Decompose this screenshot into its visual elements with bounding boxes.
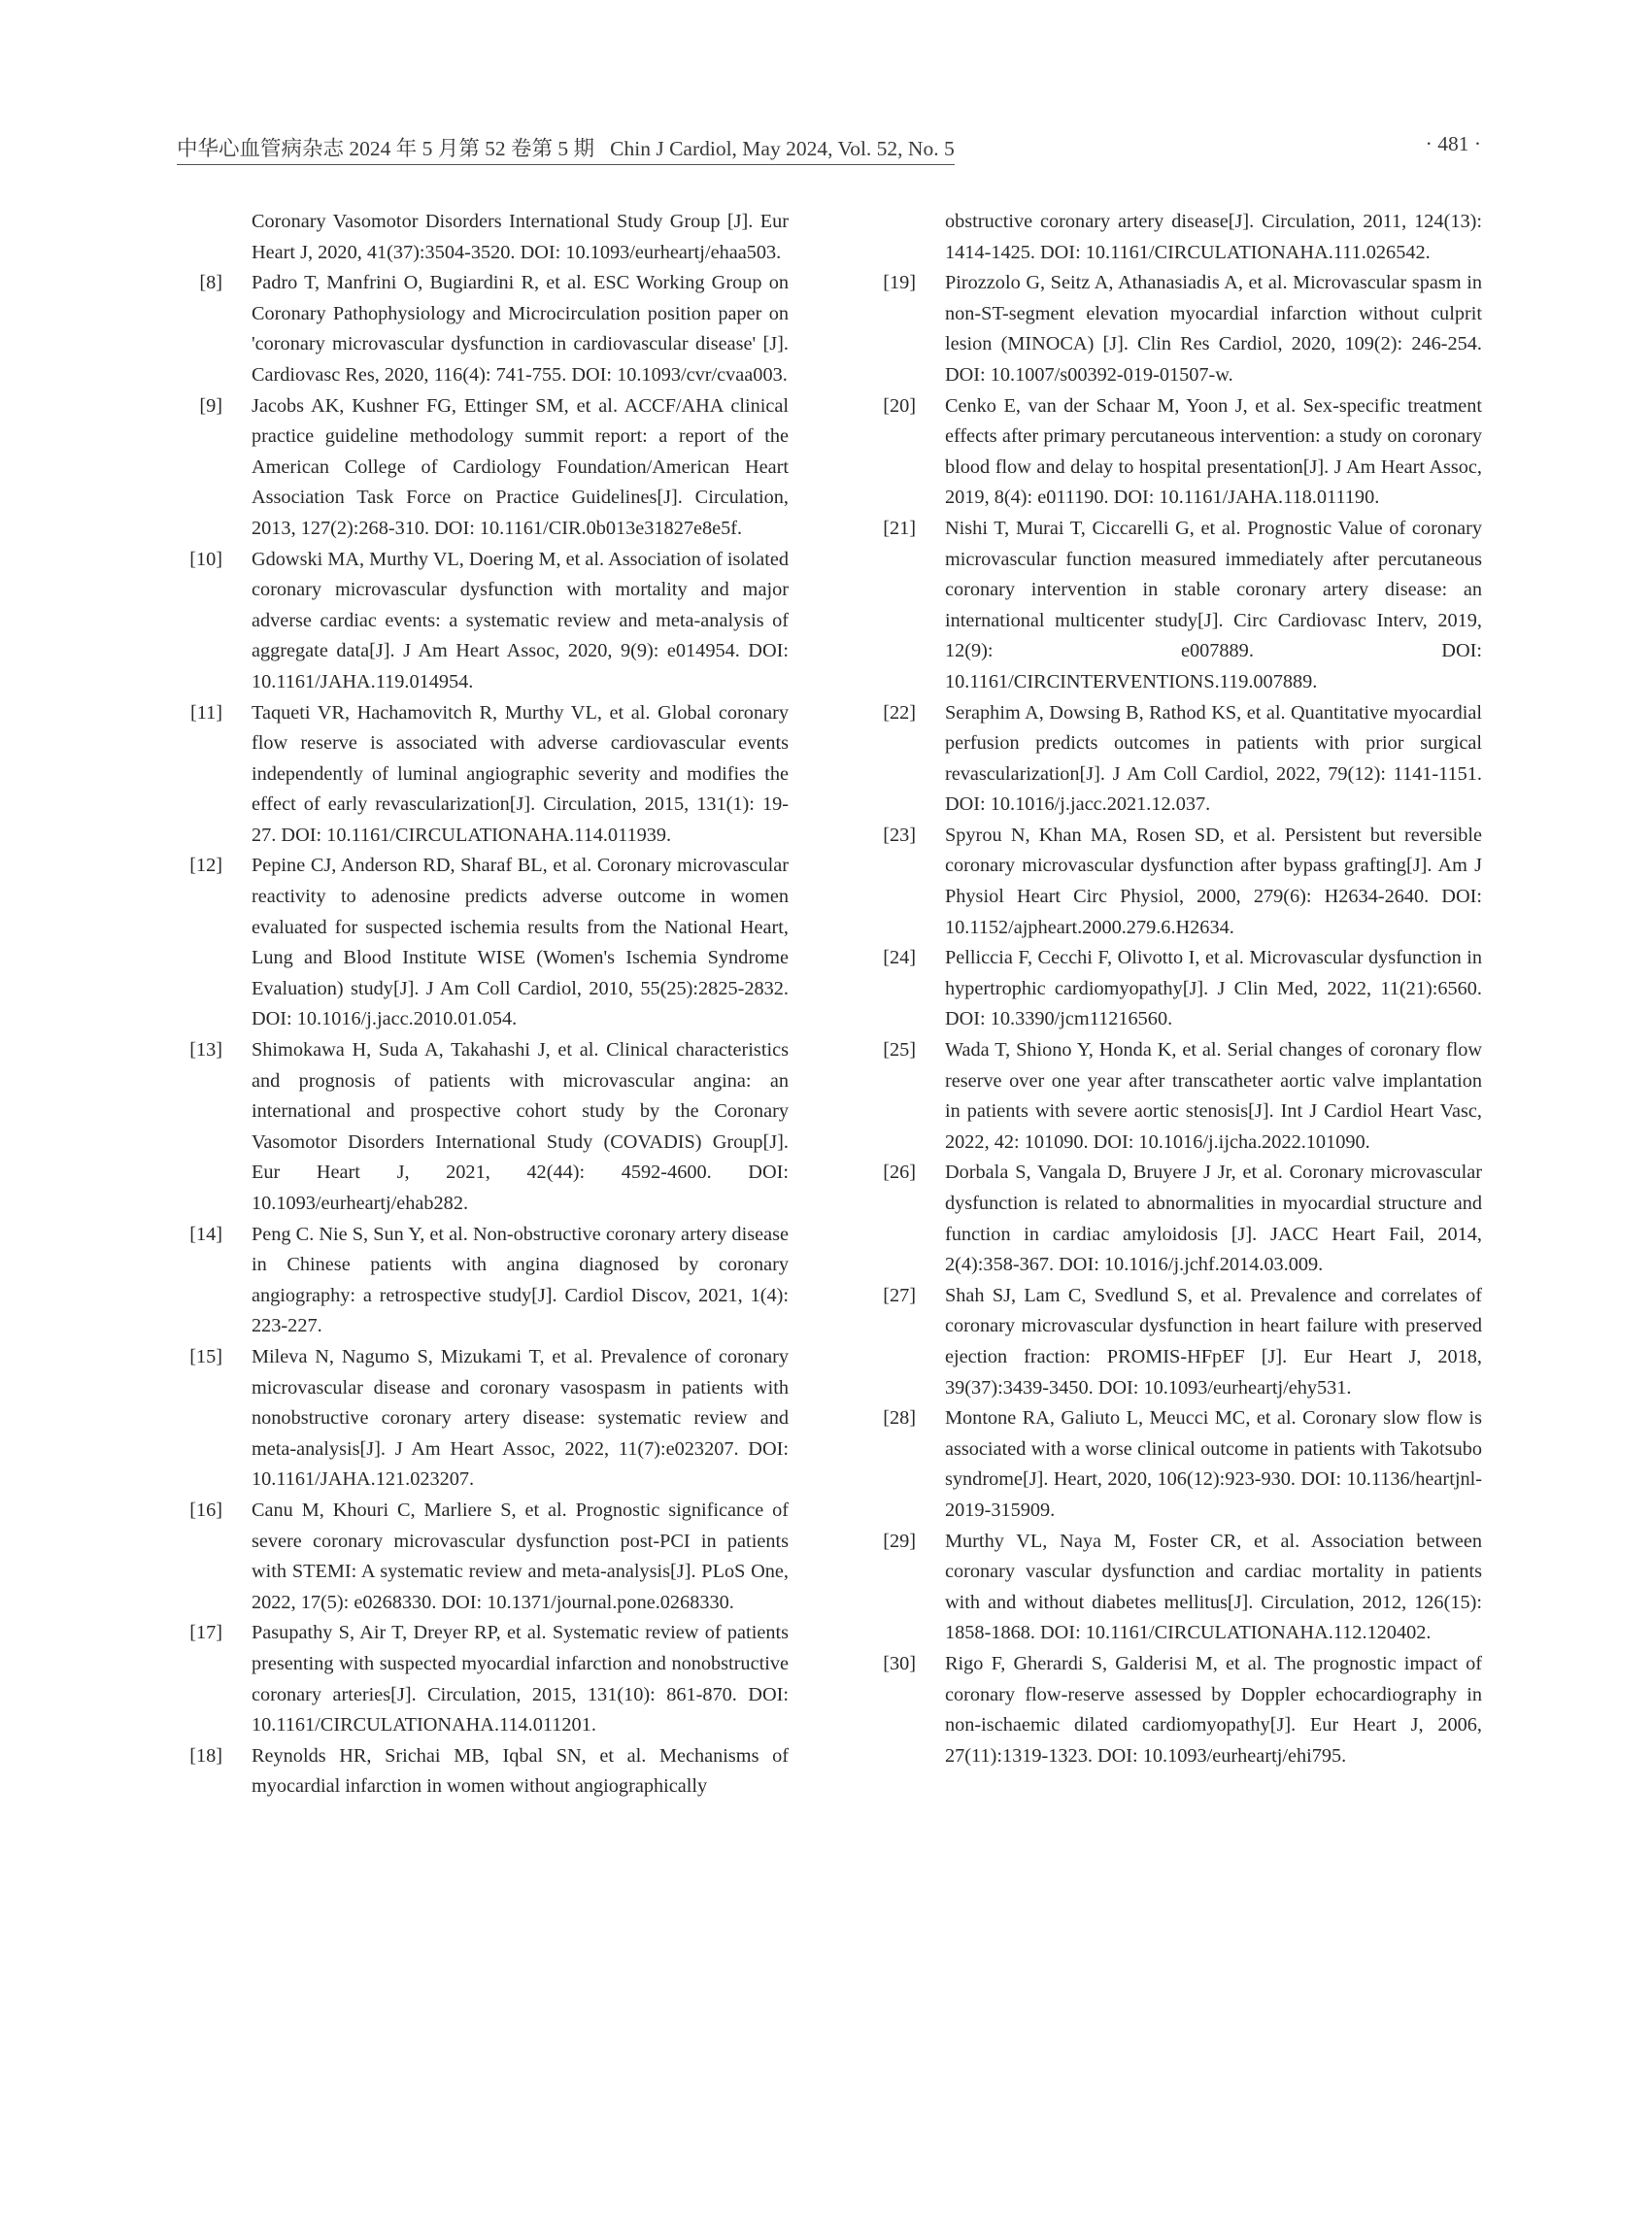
reference-item — [870, 514, 1482, 698]
reference-text: Murthy VL, Naya M, Foster CR, et al. Association between coronary vascular dysfunction and cardiac mortality in patients with and without diabetes mellitus[J]. Circulation, 2012, 126(15): 1858-1868. DOI: 10.1161/CIRCULATIONAHA.112.120402. — [945, 1530, 1482, 1644]
reference-item — [177, 1618, 789, 1740]
reference-item — [870, 1649, 1482, 1771]
reference-number: [15] — [189, 1345, 222, 1367]
reference-number: [17] — [189, 1622, 222, 1644]
reference-number: [22] — [883, 701, 916, 724]
reference-column-right — [870, 207, 1482, 1771]
reference-number: [24] — [883, 947, 916, 969]
reference-item — [177, 851, 789, 1035]
reference-number: [11] — [189, 701, 222, 724]
reference-number: [18] — [189, 1744, 222, 1767]
reference-item — [177, 1342, 789, 1496]
reference-text: Gdowski MA, Murthy VL, Doering M, et al. Association of isolated coronary microvascular dysfunction with mortality and major adverse cardiac events: a systematic review and meta-analysis of aggregate data[J]. J Am Heart Assoc, 2020, 9(9): e014954. DOI: 10.1161/JAHA.119.014954. — [252, 548, 789, 692]
reference-item — [870, 268, 1482, 390]
reference-item — [177, 1035, 789, 1220]
reference-text: Shah SJ, Lam C, Svedlund S, et al. Prevalence and correlates of coronary microvascular dysfunction in heart failure with preserved ejection fraction: PROMIS-HFpEF [J]. Eur Heart J, 2018, 39(37):3439-3450. DOI: 10.1093/eurheartj/ehy531. — [945, 1284, 1482, 1399]
reference-number: [29] — [883, 1530, 916, 1552]
reference-text: Montone RA, Galiuto L, Meucci MC, et al. Coronary slow flow is associated with a worse clinical outcome in patients with Takotsubo syndrome[J]. Heart, 2020, 106(12):923-930. DOI: 10.1136/heartjnl-2019-315909. — [945, 1407, 1482, 1521]
reference-number: [25] — [883, 1039, 916, 1062]
reference-text: Padro T, Manfrini O, Bugiardini R, et al. ESC Working Group on Coronary Pathophysiology and Microcirculation position paper on 'coronary microvascular dysfunction in cardiovascular disease' [J]. Cardiovasc Res, 2020, 116(4): 741-755. DOI: 10.1093/cvr/cvaa003. — [252, 272, 789, 386]
reference-item — [870, 943, 1482, 1035]
reference-number: [9] — [199, 394, 222, 417]
reference-text: Dorbala S, Vangala D, Bruyere J Jr, et al. Coronary microvascular dysfunction is related to abnormalities in myocardial structure and function in cardiac amyloidosis [J]. JACC Heart Fail, 2014, 2(4):358-367. DOI: 10.1016/j.jchf.2014.03.009. — [945, 1162, 1482, 1276]
reference-text: Reynolds HR, Srichai MB, Iqbal SN, et al. Mechanisms of myocardial infarction in women without angiographically — [252, 1744, 789, 1798]
reference-text: Peng C. Nie S, Sun Y, et al. Non-obstructive coronary artery disease in Chinese patients with angina diagnosed by coronary angiography: a retrospective study[J]. Cardiol Discov, 2021, 1(4): 223-227. — [252, 1223, 789, 1337]
page-number: · 481 · — [1425, 132, 1481, 155]
reference-number: [20] — [883, 394, 916, 417]
reference-item — [177, 391, 789, 545]
reference-number: [14] — [189, 1223, 222, 1245]
reference-text: Taqueti VR, Hachamovitch R, Murthy VL, et al. Global coronary flow reserve is associated with adverse cardiovascular events independently of luminal angiographic severity and modifies the effect of early revascularization[J]. Circulation, 2015, 131(1): 19-27. DOI: 10.1161/CIRCULATIONAHA.114.011939. — [252, 701, 789, 846]
reference-number: [28] — [883, 1407, 916, 1430]
reference-item — [870, 391, 1482, 514]
reference-item — [177, 698, 789, 852]
reference-text: Nishi T, Murai T, Ciccarelli G, et al. Prognostic Value of coronary microvascular function measured immediately after percutaneous coronary intervention in stable coronary artery disease: an international multicenter study[J]. Circ Cardiovasc Interv, 2019, 12(9): e007889. DOI: 10.1161/CIRCINTERVENTIONS.119.007889. — [945, 517, 1482, 692]
reference-text: Wada T, Shiono Y, Honda K, et al. Serial changes of coronary flow reserve over one year after transcatheter aortic valve implantation in patients with severe aortic stenosis[J]. Int J Cardiol Heart Vasc, 2022, 42: 101090. DOI: 10.1016/j.ijcha.2022.101090. — [945, 1039, 1482, 1153]
reference-item — [177, 545, 789, 698]
reference-item — [870, 1281, 1482, 1403]
reference-number: [12] — [189, 855, 222, 877]
reference-text: Rigo F, Gherardi S, Galderisi M, et al. The prognostic impact of coronary flow-reserve assessed by Doppler echocardiography in non-ischaemic dilated cardiomyopathy[J]. Eur Heart J, 2006, 27(11):1319-1323. DOI: 10.1093/eurheartj/ehi795. — [945, 1652, 1482, 1767]
reference-number: [27] — [883, 1284, 916, 1306]
reference-number: [23] — [883, 824, 916, 846]
reference-number: [30] — [883, 1652, 916, 1674]
reference-continuation — [870, 207, 1482, 268]
reference-text: Shimokawa H, Suda A, Takahashi J, et al. Clinical characteristics and prognosis of patients with microvascular angina: an international and prospective cohort study by the Coronary Vasomotor Disorders International Study (COVADIS) Group[J]. Eur Heart J, 2021, 42(44): 4592-4600. DOI: 10.1093/eurheartj/ehab282. — [252, 1039, 789, 1214]
reference-text: obstructive coronary artery disease[J]. Circulation, 2011, 124(13): 1414-1425. DOI: 10.1161/CIRCULATIONAHA.111.026542. — [945, 211, 1482, 263]
reference-text: Canu M, Khouri C, Marliere S, et al. Prognostic significance of severe coronary microvascular dysfunction post-PCI in patients with STEMI: A systematic review and meta-analysis[J]. PLoS One, 2022, 17(5): e0268330. DOI: 10.1371/journal.pone.0268330. — [252, 1499, 789, 1613]
reference-text: Cenko E, van der Schaar M, Yoon J, et al. Sex-specific treatment effects after primary percutaneous intervention: a study on coronary blood flow and delay to hospital presentation[J]. J Am Heart Assoc, 2019, 8(4): e011190. DOI: 10.1161/JAHA.118.011190. — [945, 394, 1482, 509]
reference-number: [13] — [189, 1039, 222, 1062]
reference-text: Mileva N, Nagumo S, Mizukami T, et al. Prevalence of coronary microvascular disease and coronary vasospasm in patients with nonobstructive coronary artery disease: systematic review and meta-analysis[J]. J Am Heart Assoc, 2022, 11(7):e023207. DOI: 10.1161/JAHA.121.023207. — [252, 1345, 789, 1491]
reference-text: Jacobs AK, Kushner FG, Ettinger SM, et al. ACCF/AHA clinical practice guideline methodology summit report: a report of the American College of Cardiology Foundation/American Heart Association Task Force on Practice Guidelines[J]. Circulation, 2013, 127(2):268-310. DOI: 10.1161/CIR.0b013e31827e8e5f. — [252, 394, 789, 539]
reference-item — [870, 698, 1482, 821]
reference-text: Coronary Vasomotor Disorders International Study Group [J]. Eur Heart J, 2020, 41(37):3504-3520. DOI: 10.1093/eurheartj/ehaa503. — [252, 211, 789, 263]
reference-item — [177, 268, 789, 390]
reference-text: Pirozzolo G, Seitz A, Athanasiadis A, et al. Microvascular spasm in non-ST-segment elevation myocardial infarction without culprit lesion (MINOCA) [J]. Clin Res Cardiol, 2020, 109(2): 246-254. DOI: 10.1007/s00392-019-01507-w. — [945, 272, 1482, 386]
journal-citation-line — [177, 132, 955, 165]
reference-number: [26] — [883, 1162, 916, 1184]
reference-text: Pepine CJ, Anderson RD, Sharaf BL, et al. Coronary microvascular reactivity to adenosine predicts adverse outcome in women evaluated for suspected ischemia results from the National Heart, Lung and Blood Institute WISE (Women's Ischemia Syndrome Evaluation) study[J]. J Am Coll Cardiol, 2010, 55(25):2825-2832. DOI: 10.1016/j.jacc.2010.01.054. — [252, 855, 789, 1030]
reference-number: [21] — [883, 517, 916, 539]
reference-column-left — [177, 207, 789, 1803]
reference-item — [177, 1741, 789, 1803]
journal-name-en: Chin J Cardiol, May 2024, Vol. 52, No. 5 — [610, 137, 955, 160]
reference-item — [870, 821, 1482, 943]
reference-text: Seraphim A, Dowsing B, Rathod KS, et al. Quantitative myocardial perfusion predicts outcomes in patients with prior surgical revascularization[J]. J Am Coll Cardiol, 2022, 79(12): 1141-1151. DOI: 10.1016/j.jacc.2021.12.037. — [945, 701, 1482, 816]
reference-text: Pelliccia F, Cecchi F, Olivotto I, et al. Microvascular dysfunction in hypertrophic cardiomyopathy[J]. J Clin Med, 2022, 11(21):6560. DOI: 10.3390/jcm11216560. — [945, 947, 1482, 1030]
reference-number: [16] — [189, 1499, 222, 1521]
reference-item — [177, 1220, 789, 1342]
reference-text: Spyrou N, Khan MA, Rosen SD, et al. Persistent but reversible coronary microvascular dysfunction after bypass grafting[J]. Am J Physiol Heart Circ Physiol, 2000, 279(6): H2634-2640. DOI: 10.1152/ajpheart.2000.279.6.H2634. — [945, 824, 1482, 938]
reference-number: [19] — [883, 272, 916, 294]
reference-item — [177, 1496, 789, 1618]
reference-continuation — [177, 207, 789, 268]
reference-item — [870, 1035, 1482, 1158]
reference-item — [870, 1158, 1482, 1280]
reference-number: [10] — [189, 548, 222, 570]
running-header — [177, 130, 1481, 163]
reference-number: [8] — [199, 272, 222, 294]
journal-name-cn: 中华心血管病杂志 2024 年 5 月第 52 卷第 5 期 — [177, 137, 595, 160]
reference-item — [870, 1403, 1482, 1526]
reference-text: Pasupathy S, Air T, Dreyer RP, et al. Systematic review of patients presenting with suspected myocardial infarction and nonobstructive coronary arteries[J]. Circulation, 2015, 131(10): 861-870. DOI: 10.1161/CIRCULATIONAHA.114.011201. — [252, 1622, 789, 1736]
reference-item — [870, 1527, 1482, 1649]
